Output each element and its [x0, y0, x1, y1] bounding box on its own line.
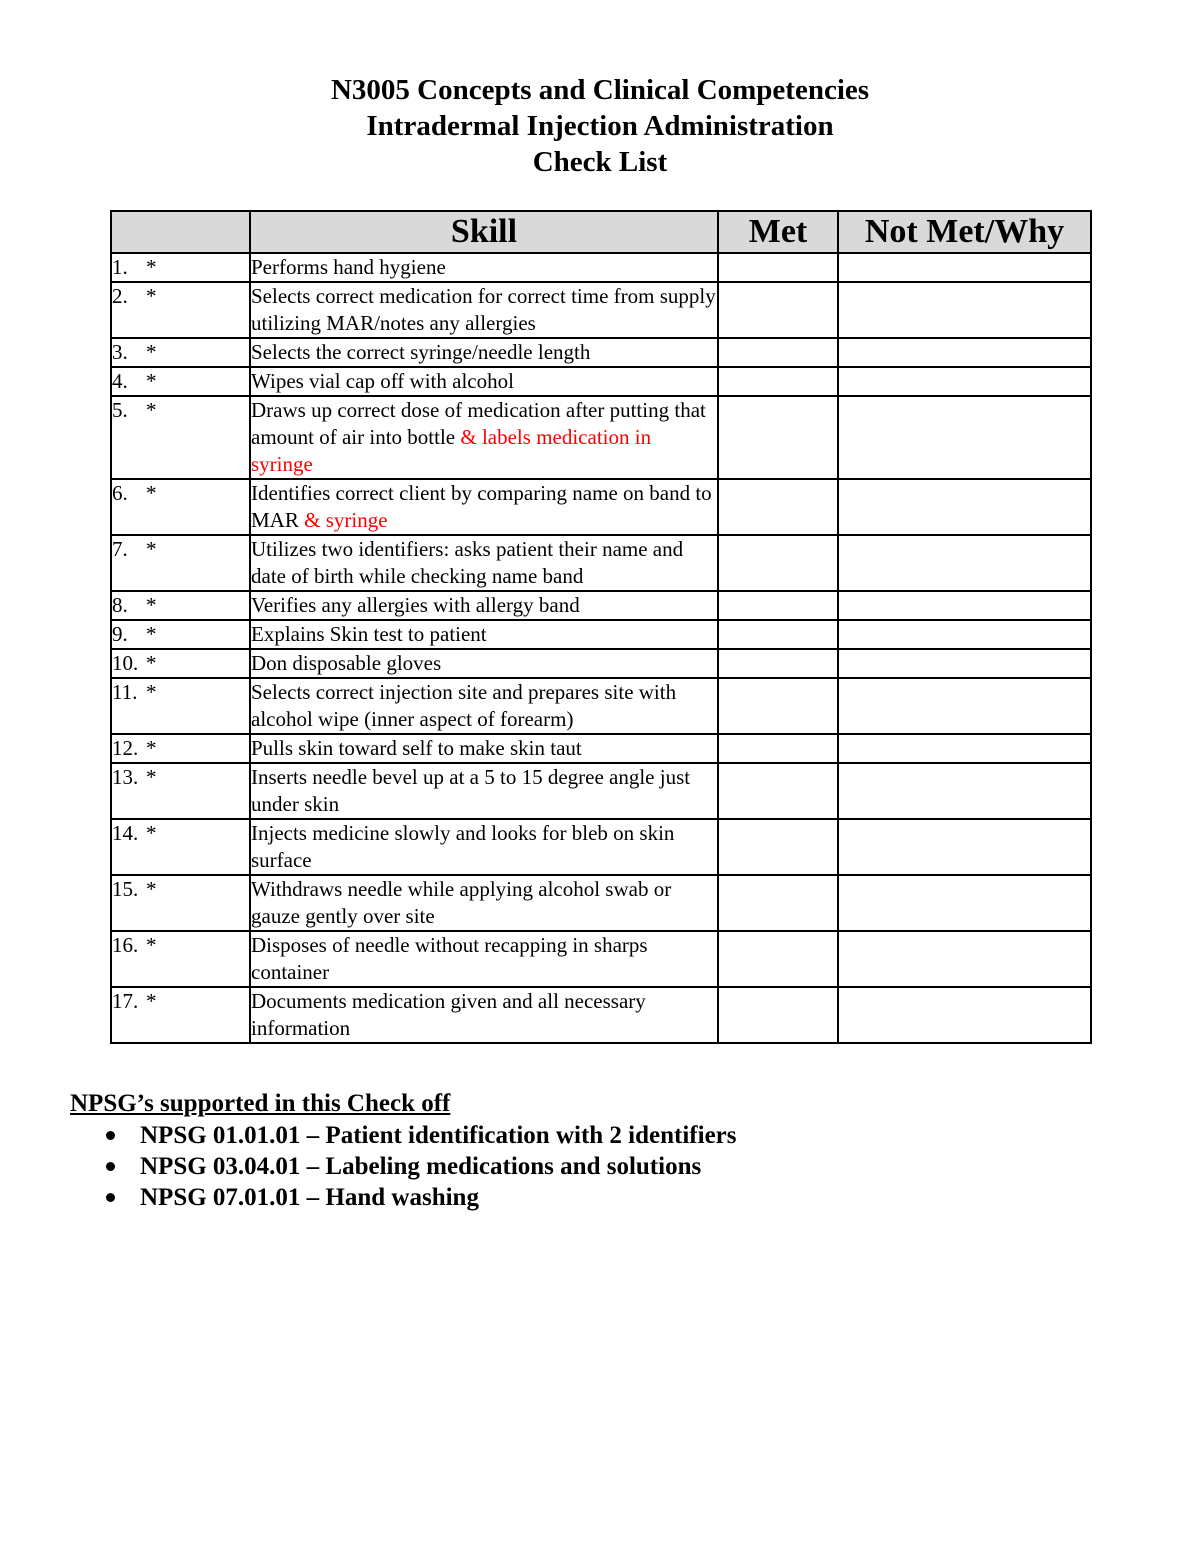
step-number: 4. — [112, 369, 128, 393]
bullet-icon — [106, 1193, 115, 1202]
skill-cell — [250, 253, 718, 282]
not-met-why-cell[interactable] — [838, 649, 1091, 678]
step-number: 13. — [112, 765, 139, 789]
skill-text: Selects correct medication for correct time from supply utilizing MAR/notes any allergies — [251, 284, 716, 335]
step-number: 16. — [112, 933, 139, 957]
critical-step-asterisk: * — [146, 821, 157, 845]
skill-cell — [250, 338, 718, 367]
skill-cell — [250, 479, 718, 535]
critical-step-asterisk: * — [146, 877, 157, 901]
met-cell[interactable] — [718, 875, 838, 931]
met-cell[interactable] — [718, 931, 838, 987]
step-number-cell — [111, 620, 250, 649]
critical-step-asterisk: * — [146, 255, 157, 279]
met-cell[interactable] — [718, 338, 838, 367]
step-number: 5. — [112, 398, 128, 422]
table-row — [111, 253, 1091, 282]
not-met-why-cell[interactable] — [838, 620, 1091, 649]
step-number-cell — [111, 338, 250, 367]
course-title: N3005 Concepts and Clinical Competencies — [330, 74, 870, 106]
table-row — [111, 338, 1091, 367]
met-cell[interactable] — [718, 396, 838, 479]
step-number-cell — [111, 535, 250, 591]
skill-added-text: & labels medication in syringe — [251, 425, 652, 476]
skill-text: Identifies correct client by comparing name on band to MAR — [251, 481, 712, 532]
skill-text: Pulls skin toward self to make skin taut — [251, 736, 582, 760]
step-number: 1. — [112, 255, 128, 279]
not-met-why-cell[interactable] — [838, 987, 1091, 1043]
critical-step-asterisk: * — [146, 622, 157, 646]
skill-cell — [250, 620, 718, 649]
npsg-item-text: NPSG 07.01.01 – Hand washing — [140, 1184, 479, 1211]
critical-step-asterisk: * — [146, 680, 157, 704]
step-number-cell — [111, 734, 250, 763]
table-row — [111, 649, 1091, 678]
step-number: 11. — [112, 680, 138, 704]
step-number-cell — [111, 931, 250, 987]
skill-text: Selects the correct syringe/needle length — [251, 340, 591, 364]
step-number-cell — [111, 396, 250, 479]
met-cell[interactable] — [718, 987, 838, 1043]
step-number: 2. — [112, 284, 128, 308]
critical-step-asterisk: * — [146, 340, 157, 364]
list-item — [70, 1182, 737, 1213]
met-cell[interactable] — [718, 282, 838, 338]
table-header-row — [111, 211, 1091, 253]
skill-text: Inserts needle bevel up at a 5 to 15 degree angle just under skin — [251, 765, 691, 816]
not-met-why-cell[interactable] — [838, 591, 1091, 620]
skill-text: Injects medicine slowly and looks for bleb on skin surface — [251, 821, 675, 872]
skill-cell — [250, 678, 718, 734]
skill-text: Wipes vial cap off with alcohol — [251, 369, 514, 393]
skill-cell — [250, 591, 718, 620]
met-cell[interactable] — [718, 819, 838, 875]
table-row — [111, 734, 1091, 763]
skill-text: Disposes of needle without recapping in sharps container — [251, 933, 648, 984]
skill-cell — [250, 875, 718, 931]
step-number-cell — [111, 253, 250, 282]
table-row — [111, 875, 1091, 931]
critical-step-asterisk: * — [146, 989, 157, 1013]
npsg-title: NPSG’s supported in this Check off — [70, 1090, 451, 1117]
critical-step-asterisk: * — [146, 765, 157, 789]
met-cell[interactable] — [718, 649, 838, 678]
skill-cell — [250, 649, 718, 678]
table-row — [111, 535, 1091, 591]
table-row — [111, 591, 1091, 620]
skill-added-text: & syringe — [304, 508, 388, 532]
skill-cell — [250, 535, 718, 591]
number-column-header — [111, 211, 250, 253]
critical-step-asterisk: * — [146, 284, 157, 308]
met-cell[interactable] — [718, 620, 838, 649]
list-item — [70, 1120, 737, 1151]
step-number-cell — [111, 819, 250, 875]
not-met-why-cell[interactable] — [838, 763, 1091, 819]
critical-step-asterisk: * — [146, 933, 157, 957]
not-met-column-header: Not Met/Why — [838, 211, 1091, 253]
not-met-why-cell[interactable] — [838, 479, 1091, 535]
step-number: 8. — [112, 593, 128, 617]
skill-cell — [250, 819, 718, 875]
not-met-why-cell[interactable] — [838, 282, 1091, 338]
step-number-cell — [111, 649, 250, 678]
table-row — [111, 763, 1091, 819]
skill-text: Selects correct injection site and prepares site with alcohol wipe (inner aspect of forearm) — [251, 680, 677, 731]
list-item — [70, 1151, 737, 1182]
critical-step-asterisk: * — [146, 593, 157, 617]
step-number-cell — [111, 367, 250, 396]
step-number-cell — [111, 282, 250, 338]
not-met-why-cell[interactable] — [838, 338, 1091, 367]
not-met-why-cell[interactable] — [838, 367, 1091, 396]
met-cell[interactable] — [718, 535, 838, 591]
step-number-cell — [111, 678, 250, 734]
npsg-list — [70, 1120, 737, 1213]
skill-cell — [250, 734, 718, 763]
critical-step-asterisk: * — [146, 651, 157, 675]
skill-text: Explains Skin test to patient — [251, 622, 487, 646]
table-row — [111, 678, 1091, 734]
step-number: 17. — [112, 989, 139, 1013]
step-number: 6. — [112, 481, 128, 505]
met-cell[interactable] — [718, 678, 838, 734]
step-number-cell — [111, 763, 250, 819]
skill-cell — [250, 367, 718, 396]
critical-step-asterisk: * — [146, 736, 157, 760]
table-row — [111, 931, 1091, 987]
skill-cell — [250, 282, 718, 338]
met-cell[interactable] — [718, 367, 838, 396]
table-row — [111, 396, 1091, 479]
procedure-title: Intradermal Injection Administration — [366, 110, 834, 142]
critical-step-asterisk: * — [146, 369, 157, 393]
skill-cell — [250, 987, 718, 1043]
npsg-item-text: NPSG 03.04.01 – Labeling medications and solutions — [140, 1153, 702, 1180]
not-met-why-cell[interactable] — [838, 931, 1091, 987]
table-row — [111, 620, 1091, 649]
met-cell[interactable] — [718, 591, 838, 620]
step-number: 3. — [112, 340, 128, 364]
step-number-cell — [111, 591, 250, 620]
step-number: 15. — [112, 877, 139, 901]
skill-cell — [250, 931, 718, 987]
skills-checklist-table — [110, 210, 1092, 1044]
skill-text: Verifies any allergies with allergy band — [251, 593, 580, 617]
bullet-icon — [106, 1162, 115, 1171]
table-row — [111, 819, 1091, 875]
step-number: 7. — [112, 537, 128, 561]
table-row — [111, 479, 1091, 535]
skill-column-header: Skill — [250, 211, 718, 253]
met-cell[interactable] — [718, 734, 838, 763]
not-met-why-cell[interactable] — [838, 535, 1091, 591]
skill-text: Draws up correct dose of medication after putting that amount of air into bottle — [251, 398, 706, 449]
step-number: 10. — [112, 651, 139, 675]
skill-text: Don disposable gloves — [251, 651, 442, 675]
skill-cell — [250, 396, 718, 479]
table-row — [111, 367, 1091, 396]
met-cell[interactable] — [718, 479, 838, 535]
table-row — [111, 282, 1091, 338]
not-met-why-cell[interactable] — [838, 734, 1091, 763]
not-met-why-cell[interactable] — [838, 875, 1091, 931]
document-header — [0, 72, 1200, 180]
bullet-icon — [106, 1131, 115, 1140]
critical-step-asterisk: * — [146, 481, 157, 505]
npsg-section — [70, 1088, 737, 1213]
table-row — [111, 987, 1091, 1043]
critical-step-asterisk: * — [146, 398, 157, 422]
skill-cell — [250, 763, 718, 819]
checklist-title: Check List — [532, 146, 668, 178]
met-cell[interactable] — [718, 763, 838, 819]
not-met-why-cell[interactable] — [838, 819, 1091, 875]
met-cell[interactable] — [718, 253, 838, 282]
met-column-header: Met — [718, 211, 838, 253]
skill-text: Performs hand hygiene — [251, 255, 446, 279]
critical-step-asterisk: * — [146, 537, 157, 561]
step-number: 9. — [112, 622, 128, 646]
step-number-cell — [111, 875, 250, 931]
step-number-cell — [111, 479, 250, 535]
npsg-item-text: NPSG 01.01.01 – Patient identification with 2 identifiers — [140, 1122, 737, 1149]
not-met-why-cell[interactable] — [838, 678, 1091, 734]
step-number-cell — [111, 987, 250, 1043]
skill-text: Utilizes two identifiers: asks patient their name and date of birth while checking name band — [251, 537, 684, 588]
not-met-why-cell[interactable] — [838, 253, 1091, 282]
skill-text: Withdraws needle while applying alcohol swab or gauze gently over site — [251, 877, 672, 928]
step-number: 14. — [112, 821, 139, 845]
skill-text: Documents medication given and all necessary information — [251, 989, 646, 1040]
step-number: 12. — [112, 736, 139, 760]
not-met-why-cell[interactable] — [838, 396, 1091, 479]
